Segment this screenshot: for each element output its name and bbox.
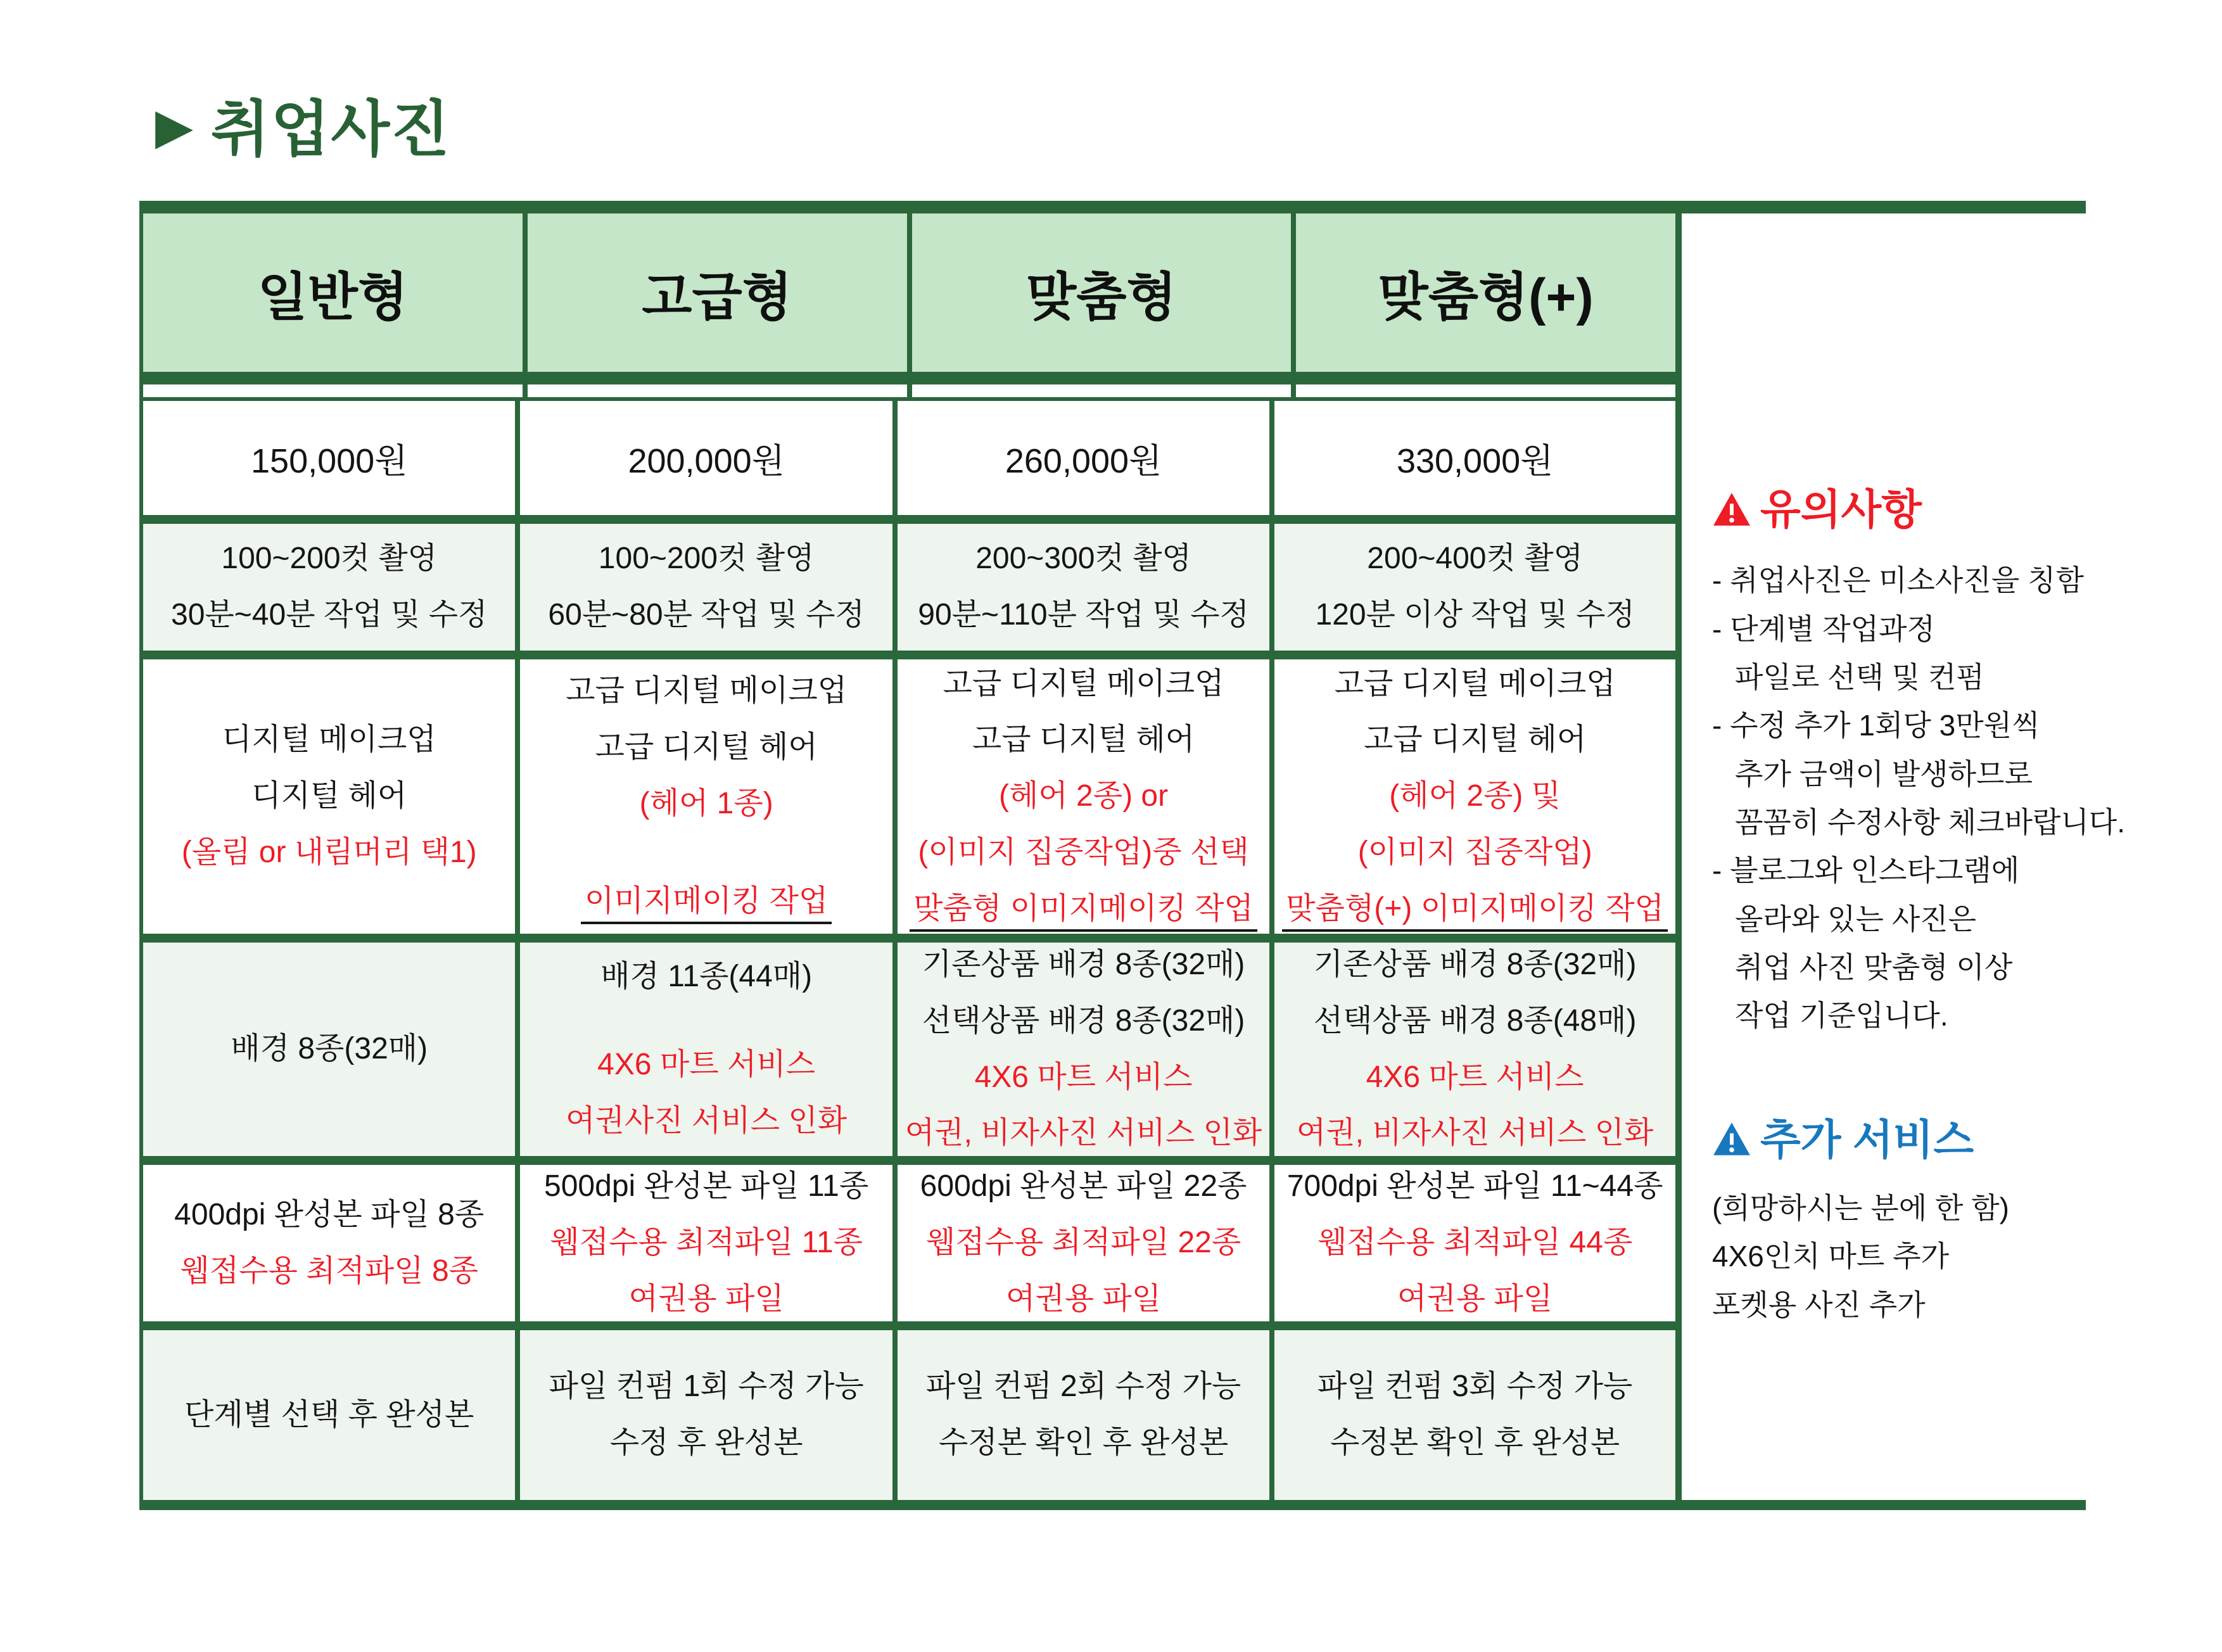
background-cell-premium: 배경 11종(44매) 4X6 마트 서비스 여권사진 서비스 인화 [520,943,892,1156]
table-body [143,401,1675,1500]
extra-service-item: (희망하시는 분에 한 함) [1712,1191,2009,1224]
notice-item: - 단계별 작업과정 [1712,612,1935,645]
notice-item-continuation: 작업 기준입니다. [1735,999,1948,1032]
warning-triangle-icon [1712,490,1751,530]
header-separator-thick [143,372,1675,384]
section-marker-icon: ▶ [155,98,194,154]
notice-item: - 수정 추가 1회당 3만원씩 [1712,709,2040,742]
notice-item-continuation: 파일로 선택 및 컨펌 [1735,660,1984,694]
extra-service-list [1712,1184,2125,1329]
extra-service-item: 포켓용 사진 추가 [1712,1288,1926,1321]
makeup-cell-premium: 고급 디지털 메이크업 고급 디지털 헤어 (헤어 1종) 이미지메이킹 작업 [520,659,892,934]
confirm-cell-premium: 파일 컨펌 1회 수정 가능 수정 후 완성본 [520,1330,892,1500]
files-cell-custom: 600dpi 완성본 파일 22종 웹접수용 최적파일 22종 여권용 파일 [898,1165,1269,1321]
notice-list [1712,556,2125,1040]
imagemaking-label: 이미지메이킹 작업 [581,884,832,924]
col-header-custom: 맞춤형 [912,213,1292,372]
imagemaking-label: 맞춤형(+) 이미지메이킹 작업 [1282,892,1668,932]
col-header-standard: 일반형 [143,213,523,372]
files-cell-standard: 400dpi 완성본 파일 8종 웹접수용 최적파일 8종 [143,1165,515,1321]
notice-item-continuation: 올라와 있는 사진은 [1735,902,1977,936]
makeup-cell-custom: 고급 디지털 메이크업 고급 디지털 헤어 (헤어 2종) or (이미지 집중작업)중 선택 맞춤형 이미지메이킹 작업 [898,659,1269,934]
extra-service-item: 4X6인치 마트 추가 [1712,1240,1950,1273]
pricing-board [139,201,2126,1510]
shoot-cell-custom-plus: 200~400컷 촬영 120분 이상 작업 및 수정 [1274,524,1675,651]
background-cell-custom-plus: 기존상품 배경 8종(32매) 선택상품 배경 8종(48매) 4X6 마트 서비스 여권, 비자사진 서비스 인화 [1274,943,1675,1156]
notice-item-continuation: 꼼꼼히 수정사항 체크바랍니다. [1735,805,2126,839]
files-cell-custom-plus: 700dpi 완성본 파일 11~44종 웹접수용 최적파일 44종 여권용 파일 [1274,1165,1675,1321]
warning-triangle-icon [1712,1120,1751,1159]
price-cell-custom: 260,000원 [898,401,1269,515]
page-title-text: 취업사진 [211,96,451,163]
price-cell-custom-plus: 330,000원 [1274,401,1675,515]
extra-service-title: 추가 서비스 [1760,1115,1974,1163]
notice-heading [1712,485,2125,535]
background-cell-custom: 기존상품 배경 8종(32매) 선택상품 배경 8종(32매) 4X6 마트 서비스 여권, 비자사진 서비스 인화 [898,943,1269,1156]
notice-title: 유의사항 [1760,486,1922,533]
notice-item: - 취업사진은 미소사진을 칭함 [1712,564,2084,597]
shoot-cell-premium: 100~200컷 촬영 60분~80분 작업 및 수정 [520,524,892,651]
confirm-cell-custom: 파일 컨펌 2회 수정 가능 수정본 확인 후 완성본 [898,1330,1269,1500]
extra-service-heading [1712,1115,2125,1165]
page-title [155,81,2222,168]
files-cell-premium: 500dpi 완성본 파일 11종 웹접수용 최적파일 11종 여권용 파일 [520,1165,892,1321]
pricing-table [139,213,1682,1500]
notice-item-continuation: 취업 사진 맞춤형 이상 [1735,951,2013,984]
header-separator-gap [143,384,1675,397]
sidebar [1682,213,2138,1500]
imagemaking-label: 맞춤형 이미지메이킹 작업 [910,892,1257,932]
table-header-row [143,213,1675,372]
makeup-cell-custom-plus: 고급 디지털 메이크업 고급 디지털 헤어 (헤어 2종) 및 (이미지 집중작업) 맞춤형(+) 이미지메이킹 작업 [1274,659,1675,934]
makeup-cell-standard: 디지털 메이크업 디지털 헤어 (올림 or 내림머리 택1) [143,659,515,934]
confirm-cell-standard: 단계별 선택 후 완성본 [143,1330,515,1500]
notice-item: - 블로그와 인스타그램에 [1712,854,2020,887]
notice-item-continuation: 추가 금액이 발생하므로 [1735,757,2033,791]
price-cell-standard: 150,000원 [143,401,515,515]
price-cell-premium: 200,000원 [520,401,892,515]
confirm-cell-custom-plus: 파일 컨펌 3회 수정 가능 수정본 확인 후 완성본 [1274,1330,1675,1500]
background-cell-standard: 배경 8종(32매) [143,943,515,1156]
col-header-premium: 고급형 [528,213,907,372]
shoot-cell-standard: 100~200컷 촬영 30분~40분 작업 및 수정 [143,524,515,651]
col-header-custom-plus: 맞춤형(+) [1296,213,1675,372]
shoot-cell-custom: 200~300컷 촬영 90분~110분 작업 및 수정 [898,524,1269,651]
